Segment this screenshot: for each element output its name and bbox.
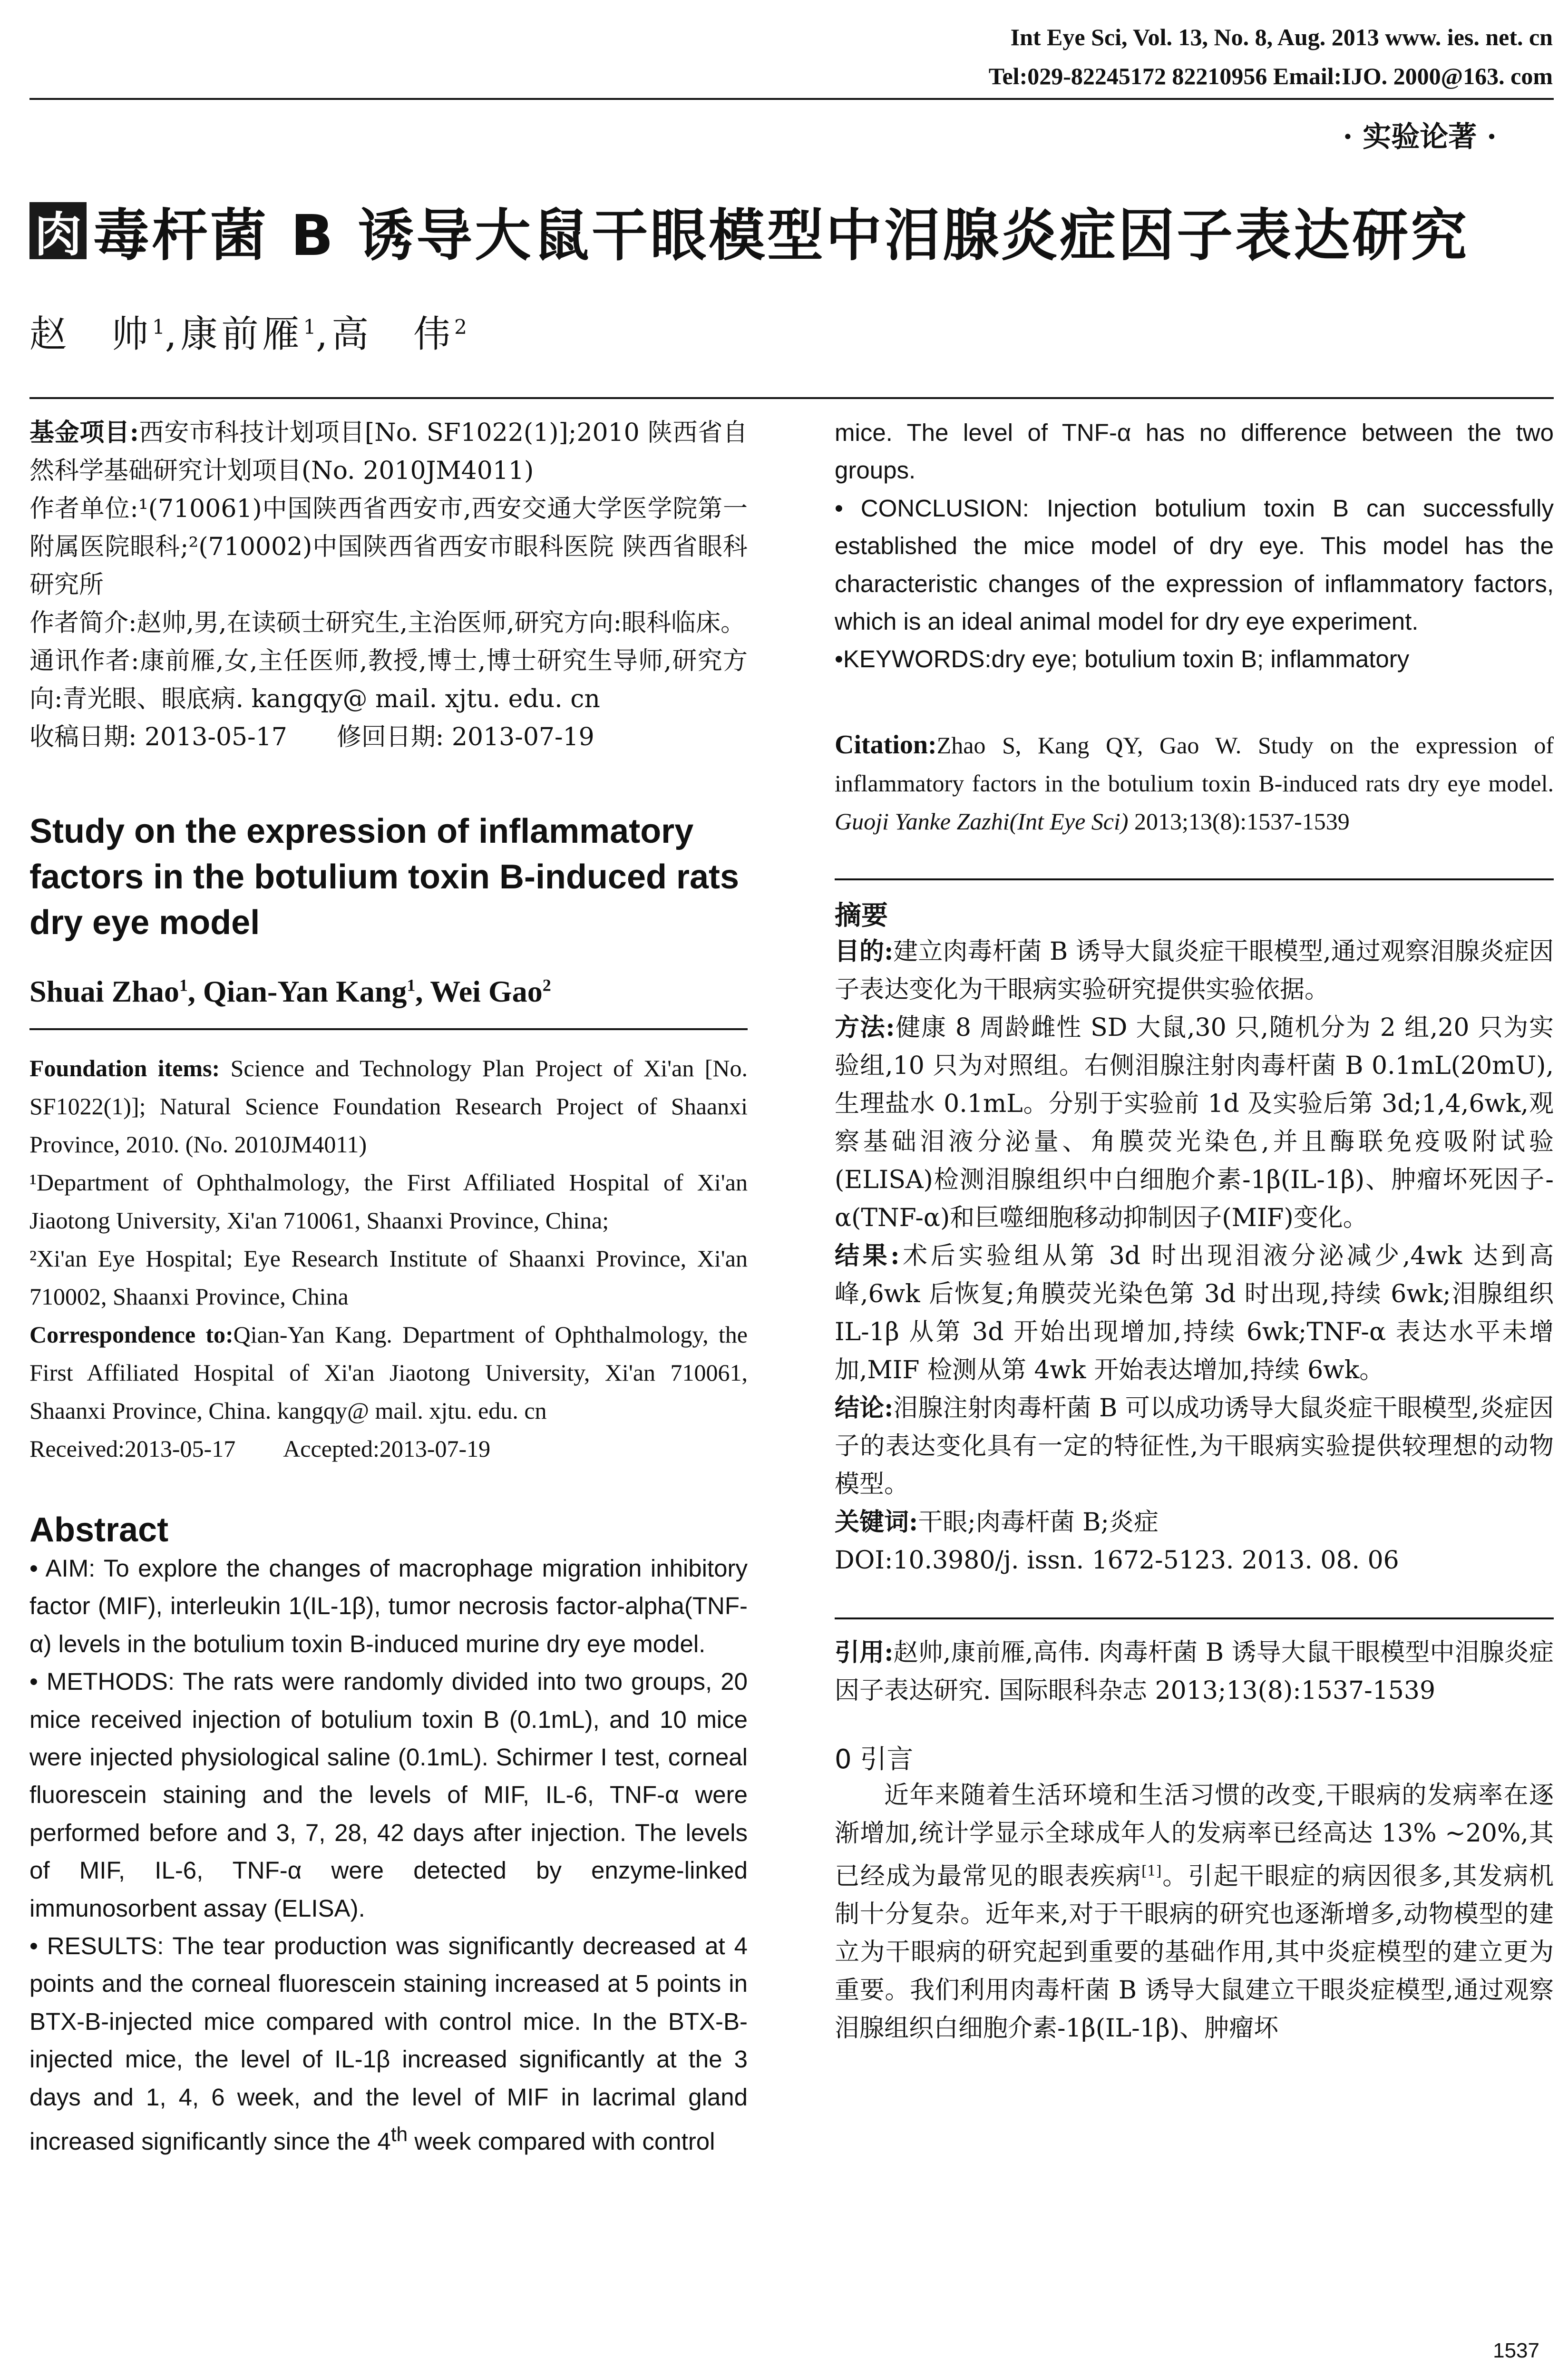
cn-citation-label: 引用: — [835, 1637, 894, 1667]
fund-en — [29, 1049, 748, 1163]
abstract-keywords: •KEYWORDS:dry eye; botulium toxin B; inflammatory — [835, 645, 1410, 673]
author-affil: 1 — [152, 315, 165, 339]
corr-en-label: Correspondence to: — [29, 1321, 234, 1348]
corr-en — [29, 1315, 748, 1430]
corr-cn-label: 通讯作者: — [29, 647, 139, 675]
received-dates: Received:2013-05-17 Accepted:2013-07-19 — [29, 1435, 491, 1462]
dates-cn: 收稿日期: 2013-05-17 修回日期: 2013-07-19 — [29, 723, 594, 751]
unit-cn — [29, 490, 748, 604]
citation-label: Citation: — [835, 730, 937, 760]
affiliation-2: ²Xi'an Eye Hospital; Eye Research Institute of Shaanxi Province, Xi'an 710002, Shaanxi Province, China — [29, 1245, 748, 1310]
left-column — [29, 414, 748, 2161]
page-number: 1537 — [1493, 2339, 1539, 2362]
cn-citation-text: 赵帅,康前雁,高伟. 肉毒杆菌 B 诱导大鼠干眼模型中泪腺炎症因子表达研究. 国际眼科杂志 2013;13(8):1537-1539 — [835, 1638, 1554, 1705]
abstract-results-sup: th — [390, 2124, 408, 2146]
author-affil: 1 — [179, 975, 188, 995]
cn-aim — [835, 933, 1554, 1009]
title-boxed-char: 肉 — [29, 202, 87, 259]
abstract-methods: • METHODS: The rats were randomly divided into two groups, 20 mice received injection of botulium toxin B (0.1mL), and 10 mice were injected physiological saline (0.1mL). Schirmer I test, corneal fluorescein staining and the levels of MIF, IL-6, TNF-α were performed before and 3, 7, 28, 42 days after injection. The levels of MIF, IL-6, TNF-α were detected by enzyme-linked immunosorbent assay (ELISA). — [29, 1668, 748, 1922]
intro-paragraph — [835, 1776, 1554, 2047]
cn-results — [835, 1237, 1554, 1389]
cn-results-label: 结果: — [835, 1241, 900, 1270]
abstract-heading: Abstract — [29, 1511, 169, 1549]
author-name: 高 伟 — [331, 313, 455, 356]
section-tag: · 实验论著 · — [1343, 120, 1497, 154]
abstract-results — [29, 1927, 748, 2160]
english-title: Study on the expression of inflammatory factors in the botulium toxin B-induced rats dry eye model — [29, 812, 740, 942]
cn-aim-text: 建立肉毒杆菌 B 诱导大鼠炎症干眼模型,通过观察泪腺炎症因子表达变化为干眼病实验研究提供实验依据。 — [835, 937, 1554, 1004]
unit-cn-label: 作者单位: — [29, 495, 138, 523]
cn-abstract-heading: 摘要 — [835, 900, 888, 931]
cn-conclusion-text: 泪腺注射肉毒杆菌 B 可以成功诱导大鼠炎症干眼模型,炎症因子的表达变化具有一定的特征性,为干眼病实验提供较理想的动物模型。 — [835, 1393, 1554, 1499]
author-name: Wei Gao — [430, 974, 543, 1008]
citation-journal: Guoji Yanke Zazhi(Int Eye Sci) — [835, 808, 1129, 835]
fund-cn-label: 基金项目: — [29, 418, 139, 447]
author-affil: 2 — [454, 315, 467, 339]
right-column — [835, 414, 1554, 2047]
corr-cn — [29, 642, 748, 718]
page-title — [29, 195, 1554, 266]
cn-conclusion — [835, 1389, 1554, 1503]
intro-ref: [1] — [1141, 1862, 1162, 1880]
corr-cn-text: 康前雁,女,主任医师,教授,博士,博士研究生导师,研究方向:青光眼、眼底病. kangqy@ mail. xjtu. edu. cn — [29, 647, 748, 713]
cn-keywords-label: 关键词: — [835, 1507, 918, 1537]
intro-text-cont: 。引起干眼症的病因很多,其发病机制十分复杂。近年来,对于干眼病的研究也逐渐增多,动物模型的建立为干眼病的研究起到重要的基础作用,其中炎症模型的建立更为重要。我们利用肉毒杆菌 B 诱导大鼠建立干眼炎症模型,通过观察泪腺组织白细胞介素-1β(IL-1β)、肿瘤坏 — [835, 1862, 1554, 2043]
fund-cn-text: 西安市科技计划项目[No. SF1022(1)];2010 陕西省自然科学基础研究计划项目(No. 2010JM4011) — [29, 419, 748, 485]
abstract-results-tail: week compared with control — [408, 2128, 715, 2155]
cn-aim-label: 目的: — [835, 936, 894, 966]
fund-en-text: Science and Technology Plan Project of Xi'an [No. SF1022(1)]; Natural Science Foundation Research Project of Shaanxi Province, 2010. (No. 2010JM4011) — [29, 1055, 748, 1158]
intro-text: 近年来随着生活环境和生活习惯的改变,干眼病的发病率在逐渐增加,统计学显示全球成年人的发病率已经高达 13% ~20%,其已经成为最常见的眼表疾病 — [835, 1781, 1554, 1891]
authors-cn: 赵 帅$^1$,康前雁$^1$,高 伟$^2$ — [29, 313, 467, 356]
cn-citation — [835, 1634, 1554, 1710]
fund-en-label: Foundation items: — [29, 1055, 220, 1081]
bio-cn-label: 作者简介: — [29, 609, 137, 637]
author-affil: 1 — [407, 975, 416, 995]
intro-heading: 0 引言 — [835, 1744, 914, 1775]
author-name: Qian-Yan Kang — [203, 974, 407, 1008]
bio-cn-text: 赵帅,男,在读硕士研究生,主治医师,研究方向:眼科临床。 — [136, 609, 746, 637]
cn-methods-label: 方法: — [835, 1013, 895, 1042]
unit-cn-text: ¹(710061)中国陕西省西安市,西安交通大学医学院第一附属医院眼科;²(710002)中国陕西省西安市眼科医院 陕西省眼科研究所 — [29, 495, 748, 599]
doi: DOI:10.3980/j. issn. 1672-5123. 2013. 08. 06 — [835, 1546, 1399, 1575]
author-name: 赵 帅 — [29, 313, 153, 356]
affiliation-1: ¹Department of Ophthalmology, the First Affiliated Hospital of Xi'an Jiaotong University, Xi'an 710061, Shaanxi Province, China; — [29, 1169, 748, 1234]
bio-cn — [29, 604, 748, 642]
author-name: Shuai Zhao — [29, 974, 179, 1008]
journal-header-line1: Int Eye Sci, Vol. 13, No. 8, Aug. 2013 www. ies. net. cn — [1010, 24, 1553, 50]
header-rule — [29, 98, 1554, 100]
cn-methods-text: 健康 8 周龄雌性 SD 大鼠,30 只,随机分为 2 组,20 只为实验组,10 只为对照组。右侧泪腺注射肉毒杆菌 B 0.1mL(20mU),生理盐水 0.1mL。分别于实验前 1d 及实验后第 3d;1,4,6wk,观察基础泪液分泌量、角膜荧光染色,并且酶联免疫吸附试验(ELISA)检测泪腺组织中白细胞介素-1β(IL-1β)、肿瘤坏死因子-α(TNF-α)和巨噬细胞移动抑制因子(MIF)变化。 — [835, 1013, 1554, 1232]
fund-cn — [29, 414, 748, 490]
journal-header-line2: Tel:029-82245172 82210956 Email:IJO. 2000@163. com — [988, 63, 1553, 89]
author-affil: 1 — [303, 315, 316, 339]
authors-rule — [29, 397, 1554, 399]
abstract-results-text: • RESULTS: The tear production was significantly decreased at 4 points and the corneal fluorescein staining increased at 5 points in BTX-B-injected mice compared with control mice. In the BTX-B-injected mice, the level of IL-1β increased significantly at the 3 days and 1, 4, 6 week, and the level of MIF in lacrimal gland increased significantly since the 4 — [29, 1932, 748, 2155]
author-name: 康前雁 — [180, 313, 303, 356]
corr-en-text: Qian-Yan Kang. Department of Ophthalmology, the First Affiliated Hospital of Xi'an Jiaotong University, Xi'an 710061, Shaanxi Province, China. kangqy@ mail. xjtu. edu. cn — [29, 1321, 748, 1424]
cn-conclusion-label: 结论: — [835, 1393, 894, 1422]
cn-results-text: 术后实验组从第 3d 时出现泪液分泌减少,4wk 达到高峰,6wk 后恢复;角膜荧光染色第 3d 时出现,持续 6wk;泪腺组织 IL-1β 从第 3d 开始出现增加,持续 6wk;TNF-α 表达水平未增加,MIF 检测从第 4wk 开始表达增加,持续 6wk。 — [835, 1241, 1554, 1384]
citation-text: Zhao S, Kang QY, Gao W. Study on the expression of inflammatory factors in the botulium toxin B-induced rats dry eye model. — [835, 731, 1554, 797]
title-text: 毒杆菌 B 诱导大鼠干眼模型中泪腺炎症因子表达研究 — [93, 203, 1470, 268]
citation-en — [835, 726, 1554, 840]
citation-tail: 2013;13(8):1537-1539 — [1128, 808, 1350, 835]
abstract-conclusion: • CONCLUSION: Injection botulium toxin B can successfully established the mice model of dry eye. This model has the characteristic changes of the expression of inflammatory factors, which is an ideal animal model for dry eye experiment. — [835, 494, 1554, 635]
cn-methods — [835, 1009, 1554, 1237]
cn-keywords — [835, 1503, 1554, 1541]
english-authors: Shuai Zhao$^1$, Qian-Yan Kang$^1$, Wei Gao$^2$ — [29, 974, 551, 1008]
cn-keywords-text: 干眼;肉毒杆菌 B;炎症 — [918, 1508, 1159, 1537]
author-affil: 2 — [542, 975, 551, 995]
abstract-results-cont: mice. The level of TNF-α has no difference between the two groups. — [835, 419, 1554, 484]
abstract-aim: • AIM: To explore the changes of macrophage migration inhibitory factor (MIF), interleukin 1(IL-1β), tumor necrosis factor-alpha(TNF-α) levels in the botulium toxin B-induced murine dry eye model. — [29, 1555, 748, 1657]
